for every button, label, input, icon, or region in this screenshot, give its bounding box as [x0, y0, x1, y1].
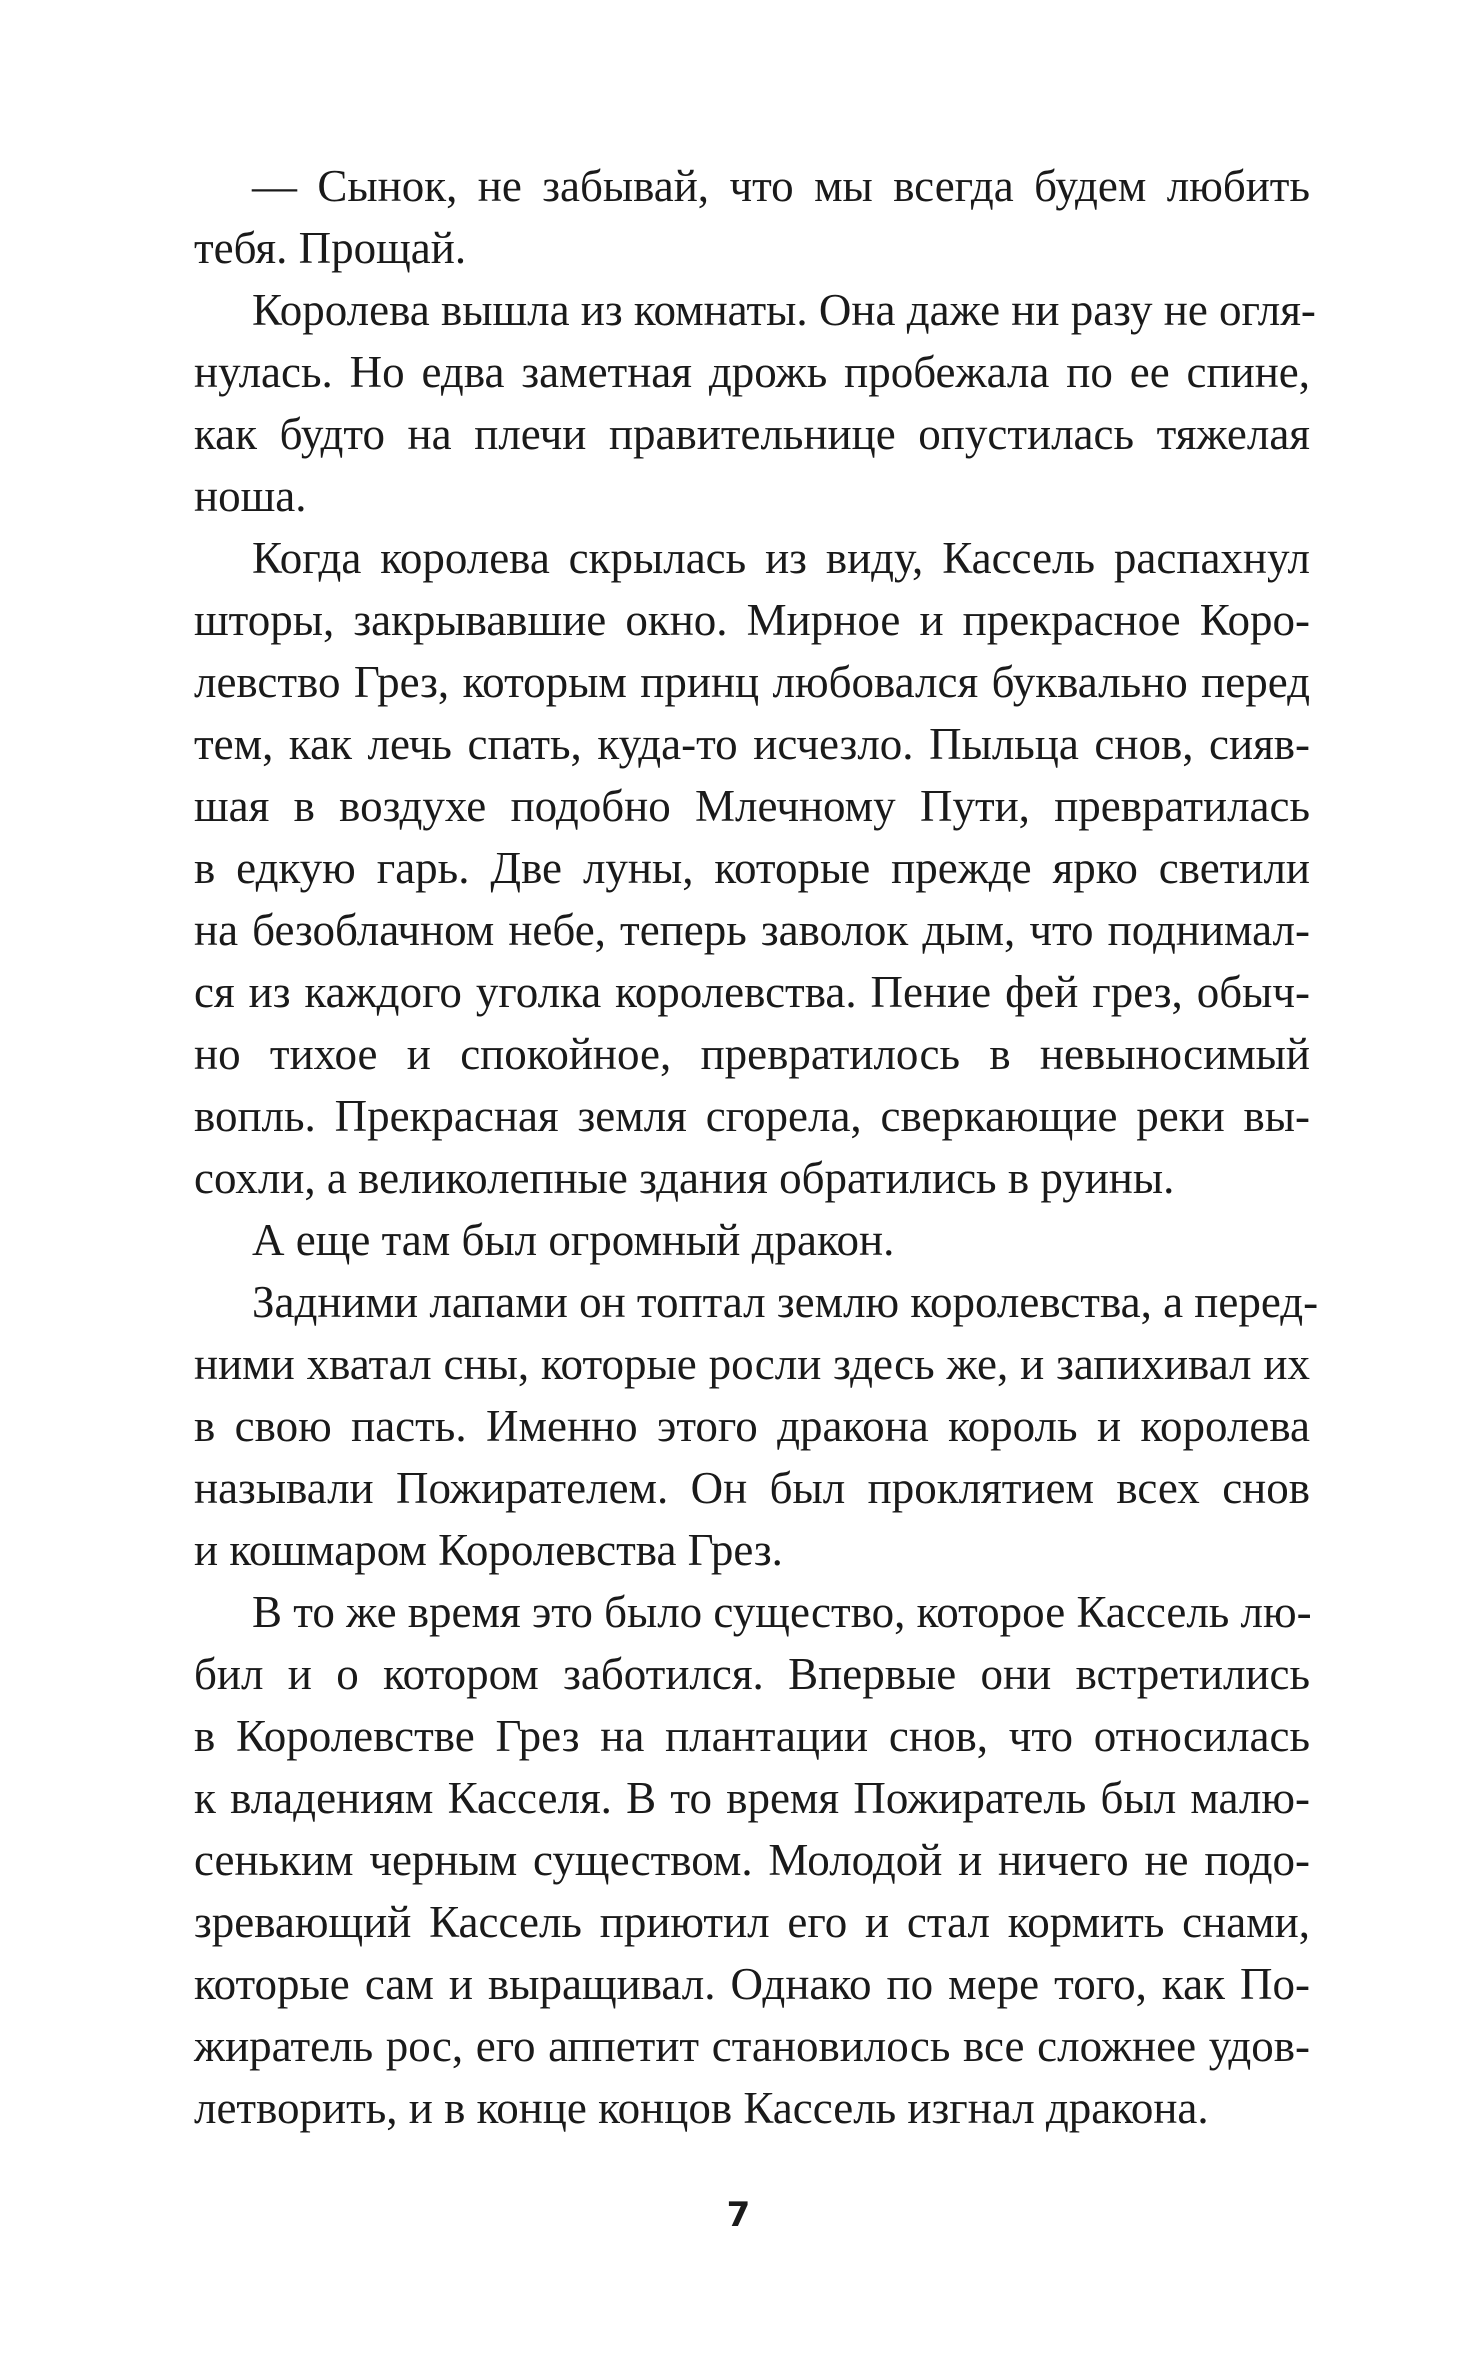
text-line: летворить, и в конце концов Кассель изгнал дракона. — [194, 2083, 1209, 2133]
text-line: на безоблачном небе, теперь заволок дым, что поднимал- — [194, 905, 1310, 955]
text-line: шая в воздухе подобно Млечному Пути, превратилась — [194, 781, 1310, 831]
text-line: которые сам и выращивал. Однако по мере того, как По- — [194, 1959, 1310, 2009]
text-line: ноша. — [194, 471, 307, 521]
text-line: А еще там был огромный дракон. — [252, 1215, 895, 1265]
text-line: Королева вышла из комнаты. Она даже ни разу не огля- — [252, 285, 1316, 335]
text-line: тебя. Прощай. — [194, 223, 467, 273]
text-line: сохли, а великолепные здания обратились в руины. — [194, 1153, 1175, 1203]
text-line: как будто на плечи правительнице опустилась тяжелая — [194, 409, 1310, 459]
text-line: но тихое и спокойное, превратилось в невыносимый — [194, 1029, 1310, 1079]
text-line: ними хватал сны, которые росли здесь же, и запихивал их — [194, 1339, 1310, 1389]
text-line: ся из каждого уголка королевства. Пение фей грез, обыч- — [194, 967, 1310, 1017]
text-line: Когда королева скрылась из виду, Кассель распахнул — [252, 533, 1310, 583]
text-line: вопль. Прекрасная земля сгорела, сверкающие реки вы- — [194, 1091, 1310, 1141]
text-line: называли Пожирателем. Он был проклятием всех снов — [194, 1463, 1310, 1513]
text-line: сеньким черным существом. Молодой и ничего не подо- — [194, 1835, 1310, 1885]
text-line: и кошмаром Королевства Грез. — [194, 1525, 783, 1575]
text-line: левство Грез, которым принц любовался буквально перед — [194, 657, 1310, 707]
text-line: шторы, закрывавшие окно. Мирное и прекрасное Коро- — [194, 595, 1310, 645]
text-line: — Сынок, не забывай, что мы всегда будем любить — [252, 161, 1310, 211]
text-line: В то же время это было существо, которое Кассель лю- — [252, 1587, 1312, 1637]
text-line: Задними лапами он топтал землю королевства, а перед- — [252, 1277, 1319, 1327]
text-line: нулась. Но едва заметная дрожь пробежала по ее спине, — [194, 347, 1310, 397]
text-line: в едкую гарь. Две луны, которые прежде ярко светили — [194, 843, 1310, 893]
text-line: в Королевстве Грез на плантации снов, что относилась — [194, 1711, 1310, 1761]
text-line: бил и о котором заботился. Впервые они встретились — [194, 1649, 1310, 1699]
text-line: в свою пасть. Именно этого дракона король и королева — [194, 1401, 1310, 1451]
text-line: тем, как лечь спать, куда-то исчезло. Пыльца снов, сияв- — [194, 719, 1310, 769]
text-line: зревающий Кассель приютил его и стал кормить снами, — [194, 1897, 1310, 1947]
text-line: к владениям Касселя. В то время Пожиратель был малю- — [194, 1773, 1310, 1823]
page-number: 7 — [726, 2195, 751, 2235]
text-line: жиратель рос, его аппетит становилось все сложнее удов- — [194, 2021, 1310, 2071]
